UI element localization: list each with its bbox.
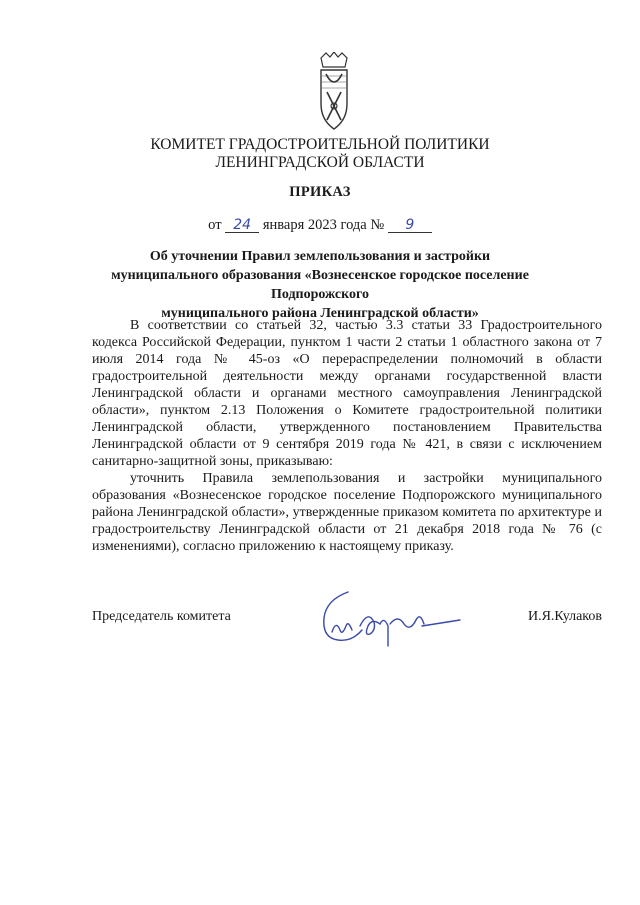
org-line-2: ЛЕНИНГРАДСКОЙ ОБЛАСТИ: [215, 154, 425, 171]
subject-line-1: Об уточнении Правил землепользования и застройки: [149, 249, 491, 264]
coat-of-arms-icon: [318, 52, 350, 132]
handwritten-signature: [318, 590, 468, 650]
org-line-1: КОМИТЕТ ГРАДОСТРОИТЕЛЬНОЙ ПОЛИТИКИ: [150, 136, 490, 153]
organization-name: [0, 136, 640, 172]
body-paragraph-1: В соответствии со статьей 32, частью 3.3 статьи 33 Градостроительного кодекса Российской Федерации, пунктом 1 части 2 статьи 1 областного закона от 7 июля 2014 года № 45-оз «О перераспределении полномочий в области градостроительной деятельности между органами государственной власти Ленинградской области и органами местного самоуправления Ленинградской области», пунктом 2.13 Положения о Комитете градостроительной политики Ленинградской области, утвержденного постановлением Правительства Ленинградской области от 9 сентября 2019 года № 421, в связи с исключением санитарно-защитной зоны, приказываю:: [92, 318, 602, 469]
document-type: ПРИКАЗ: [289, 184, 351, 200]
order-date-number: [0, 217, 640, 234]
subject-line-2: муниципального образования «Вознесенское городское поселение Подпорожского: [111, 268, 529, 302]
signatory-position: Председатель комитета: [92, 609, 231, 624]
order-prefix: от: [208, 217, 222, 233]
order-date-text: января 2023 года №: [262, 217, 385, 233]
order-body: [92, 317, 602, 555]
subject-line-3: муниципального района Ленинградской области»: [161, 306, 479, 321]
order-number: 9: [388, 218, 432, 233]
order-day: 24: [225, 218, 259, 233]
signatory-name: И.Я.Кулаков: [527, 609, 602, 624]
order-subject: [82, 247, 558, 323]
body-paragraph-2: уточнить Правила землепользования и застройки муниципального образования «Вознесенское городское поселение Подпорожского муниципального района Ленинградской области», утвержденные приказом комитета по архитектуре и градостроительству Ленинградской области от 21 декабря 2018 года № 76 (с изменениями), согласно приложению к настоящему приказу.: [92, 471, 602, 554]
